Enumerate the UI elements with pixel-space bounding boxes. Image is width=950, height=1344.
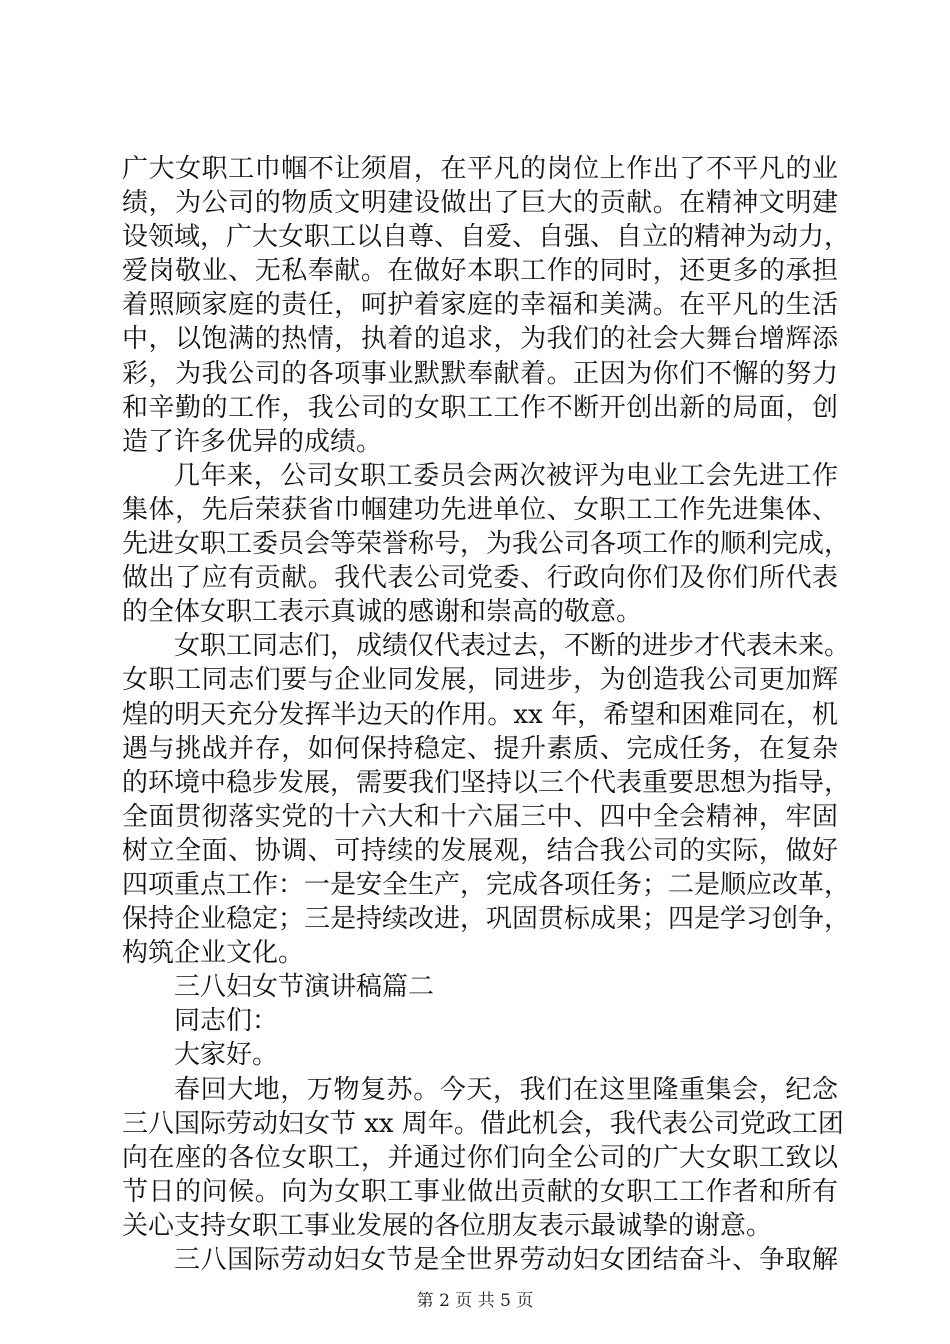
text-line: 关心支持女职工事业发展的各位朋友表示最诚挚的谢意。 [122,1210,773,1241]
text-line: 做出了应有贡献。我代表公司党委、行政向你们及你们所代表 [122,563,838,594]
text-line: 三八国际劳动妇女节是全世界劳动妇女团结奋斗、争取解 [174,1245,838,1275]
text-line: 的全体女职工表示真诚的感谢和崇高的敬意。 [122,597,643,628]
text-line: 女职工同志们，成绩仅代表过去，不断的进步才代表未来。 [174,631,851,662]
text-line: 广大女职工巾帼不让须眉，在平凡的岗位上作出了不平凡的业 [122,154,838,184]
text-line: 造了许多优异的成绩。 [122,426,383,457]
text-line: 和辛勤的工作，我公司的女职工工作不断开创出新的局面，创 [122,392,838,423]
text-line: 节日的问候。向为女职工事业做出贡献的女职工工作者和所有 [122,1176,838,1207]
text-line: 女职工同志们要与企业同发展，同进步，为创造我公司更加辉 [122,665,838,696]
text-line: 同志们： [174,1006,279,1037]
text-line: 的环境中稳步发展，需要我们坚持以三个代表重要思想为指导， [122,767,851,798]
text-line: 煌的明天充分发挥半边天的作用。xx 年，希望和困难同在，机 [122,699,838,730]
text-line: 保持企业稳定；三是持续改进，巩固贯标成果；四是学习创争， [122,904,851,935]
text-line: 三八妇女节演讲稿篇二 [174,972,435,1003]
text-line: 着照顾家庭的责任，呵护着家庭的幸福和美满。在平凡的生活 [122,290,838,321]
text-line: 遇与挑战并存，如何保持稳定、提升素质、完成任务，在复杂 [122,733,838,764]
text-line: 构筑企业文化。 [122,938,305,969]
page-number-footer: 第 2 页 共 5 页 [416,1291,534,1311]
text-line: 三八国际劳动妇女节 xx 周年。借此机会，我代表公司党政工团 [122,1108,844,1139]
text-line: 爱岗敬业、无私奉献。在做好本职工作的同时，还更多的承担 [122,256,838,287]
text-line: 绩，为公司的物质文明建设做出了巨大的贡献。在精神文明建 [122,188,838,219]
text-line: 几年来，公司女职工委员会两次被评为电业工会先进工作 [174,460,838,491]
text-line: 集体，先后荣获省巾帼建功先进单位、女职工工作先进集体、 [122,494,838,525]
text-line: 树立全面、协调、可持续的发展观，结合我公司的实际，做好 [122,835,838,866]
text-line: 四项重点工作：一是安全生产，完成各项任务；二是顺应改革， [122,869,851,900]
text-line: 彩，为我公司的各项事业默默奉献着。正因为你们不懈的努力 [122,358,838,389]
text-line: 中，以饱满的热情，执着的追求，为我们的社会大舞台增辉添 [122,324,838,355]
text-line: 全面贯彻落实党的十六大和十六届三中、四中全会精神，牢固 [122,801,838,832]
text-line: 春回大地，万物复苏。今天，我们在这里隆重集会，纪念 [174,1074,838,1105]
text-line: 向在座的各位女职工，并通过你们向全公司的广大女职工致以 [122,1142,838,1173]
text-line: 大家好。 [174,1040,279,1071]
text-line: 设领域，广大女职工以自尊、自爱、自强、自立的精神为动力， [122,222,851,253]
document-body [122,152,851,1277]
text-line: 先进女职工委员会等荣誉称号，为我公司各项工作的顺利完成， [122,529,851,560]
